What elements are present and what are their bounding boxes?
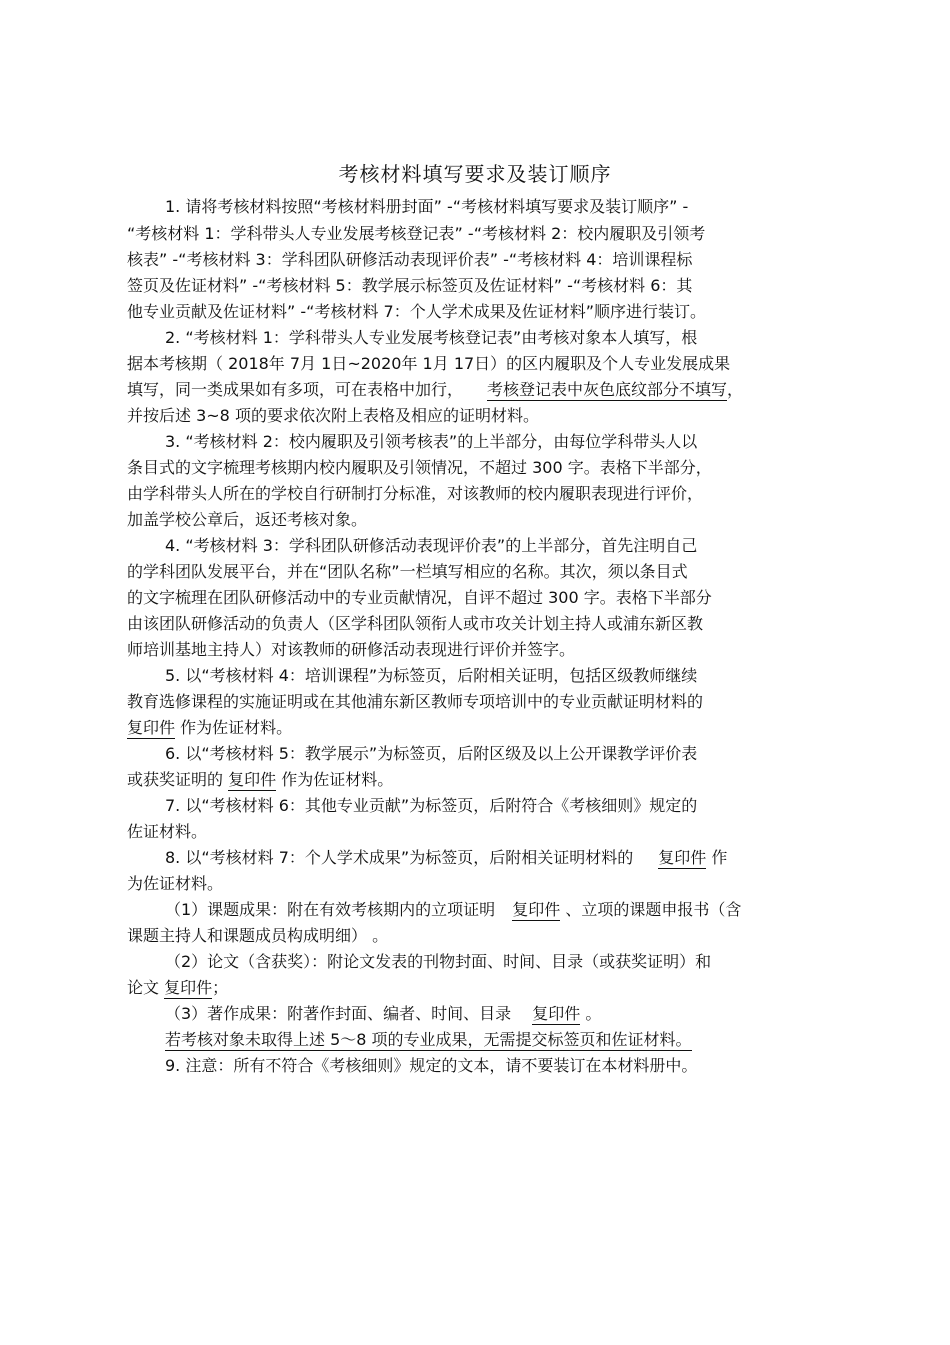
- p4-line-1: 4. “考核材料 3：学科团队研修活动表现评价表”的上半部分，首先注明自己: [165, 536, 698, 555]
- p8-sub3-underlined-copy: 复印件: [532, 1004, 581, 1023]
- p8-sub1-line-1: [165, 900, 865, 920]
- p4-line-3: 的文字梳理在团队研修活动中的专业贡献情况，自评不超过 300 字。表格下半部分: [127, 588, 712, 607]
- p8-sub1-end: 、立项的课题申报书（含: [560, 900, 742, 919]
- p8-sub3-end: 。: [580, 1004, 602, 1023]
- p8-sub3-text: （3）著作成果：附著作封面、编者、时间、目录: [165, 1004, 517, 1023]
- p8-sub2-end: ；: [212, 978, 229, 997]
- p3-line-3: 由学科带头人所在的学校自行研制打分标准，对该教师的校内履职表现进行评价，: [127, 484, 704, 503]
- p3-line-2: 条目式的文字梳理考核期内校内履职及引领情况，不超过 300 字。表格下半部分，: [127, 458, 712, 477]
- p8-note-line: [165, 1030, 865, 1050]
- p8-sub2-line-2: [127, 978, 827, 998]
- p1-line-2: “考核材料 1：学科带头人专业发展考核登记表” -“考核材料 2：校内履职及引领考: [127, 224, 706, 243]
- p7-line-2: 佐证材料。: [127, 822, 208, 841]
- p6-line-2-end: 作为佐证材料。: [276, 770, 394, 789]
- p2-line-4: 并按后述 3~8 项的要求依次附上表格及相应的证明材料。: [127, 406, 539, 425]
- p5-line-3-text: 作为佐证材料。: [175, 718, 293, 737]
- p8-line-1-text: 8. 以“考核材料 7：个人学术成果”为标签页，后附相关证明材料的: [165, 848, 639, 867]
- p2-underlined-note: 考核登记表中灰色底纹部分不填写: [487, 380, 728, 399]
- p1-line-5: 他专业贡献及佐证材料” -“考核材料 7：个人学术成果及佐证材料”顺序进行装订。: [127, 302, 706, 321]
- page-title: 考核材料填写要求及装订顺序: [338, 162, 612, 186]
- p2-line-3: [127, 380, 827, 400]
- p2-line-1: 2. “考核材料 1：学科带头人专业发展考核登记表”由考核对象本人填写，根: [165, 328, 698, 347]
- p5-line-3: [127, 718, 827, 738]
- p8-sub2-line-1: （2）论文（含获奖）：附论文发表的刊物封面、时间、目录（或获奖证明）和: [165, 952, 712, 971]
- p8-sub3-line: [165, 1004, 865, 1024]
- p8-underlined-copy: 复印件: [658, 848, 707, 867]
- p8-underlined-note: 若考核对象未取得上述 5～8 项的专业成果，无需提交标签页和佐证材料。: [165, 1030, 692, 1049]
- p8-sub2-underlined-copy: 复印件: [164, 978, 213, 997]
- p8-line-2: 为佐证材料。: [127, 874, 224, 893]
- p5-line-2: 教育选修课程的实施证明或在其他浦东新区教师专项培训中的专业贡献证明材料的: [127, 692, 704, 711]
- p1-line-3: 核表” -“考核材料 3：学科团队研修活动表现评价表” -“考核材料 4：培训课程标: [127, 250, 693, 269]
- p5-line-1: 5. 以“考核材料 4：培训课程”为标签页，后附相关证明，包括区级教师继续: [165, 666, 698, 685]
- p5-underlined-copy: 复印件: [127, 718, 176, 737]
- p8-line-1-end: 作: [706, 848, 728, 867]
- p7-line-1: 7. 以“考核材料 6：其他专业贡献”为标签页，后附符合《考核细则》规定的: [165, 796, 698, 815]
- p2-line-2: 据本考核期（ 2018年 7月 1日~2020年 1月 17日）的区内履职及个人专业发展成果: [127, 354, 731, 373]
- p8-sub2-text: 论文: [127, 978, 165, 997]
- p9-line: 9. 注意：所有不符合《考核细则》规定的文本，请不要装订在本材料册中。: [165, 1056, 698, 1075]
- p8-line-1: [165, 848, 865, 868]
- p3-line-4: 加盖学校公章后，返还考核对象。: [127, 510, 368, 529]
- p8-sub1-line-2: 课题主持人和课题成员构成明细） 。: [127, 926, 389, 945]
- p6-line-2: [127, 770, 827, 790]
- p2-line-3-text: 填写，同一类成果如有多项，可在表格中加行，: [127, 380, 464, 399]
- p1-line-1: 1. 请将考核材料按照“考核材料册封面” -“考核材料填写要求及装订顺序” -: [165, 197, 689, 216]
- p6-line-2-text: 或获奖证明的: [127, 770, 229, 789]
- p8-sub1-underlined-copy: 复印件: [512, 900, 561, 919]
- p8-sub1-text: （1）课题成果：附在有效考核期内的立项证明: [165, 900, 501, 919]
- p6-line-1: 6. 以“考核材料 5：教学展示”为标签页，后附区级及以上公开课教学评价表: [165, 744, 698, 763]
- p6-underlined-copy: 复印件: [228, 770, 277, 789]
- p2-line-3-end: ，: [727, 380, 744, 399]
- p3-line-1: 3. “考核材料 2：校内履职及引领考核表”的上半部分，由每位学科带头人以: [165, 432, 698, 451]
- p4-line-4: 由该团队研修活动的负责人（区学科团队领衔人或市攻关计划主持人或浦东新区教: [127, 614, 704, 633]
- p4-line-2: 的学科团队发展平台，并在“团队名称”一栏填写相应的名称。其次，须以条目式: [127, 562, 688, 581]
- p4-line-5: 师培训基地主持人）对该教师的研修活动表现进行评价并签字。: [127, 640, 576, 659]
- p1-line-4: 签页及佐证材料” -“考核材料 5：教学展示标签页及佐证材料” -“考核材料 6：其: [127, 276, 693, 295]
